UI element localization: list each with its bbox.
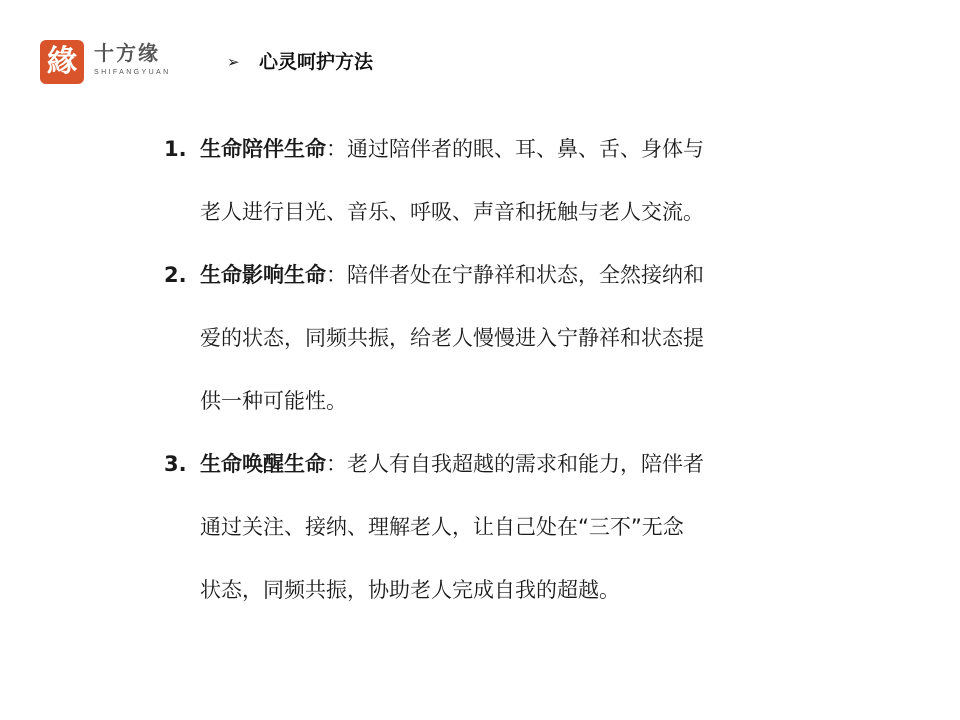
list-item [164, 442, 804, 612]
item-line [200, 253, 804, 297]
brand-name: 十方缘 [94, 41, 160, 65]
list-item [164, 127, 804, 234]
seal-glyph: 緣 [47, 44, 77, 79]
item-lead: 生命影响生命 [200, 263, 326, 287]
item-line [200, 127, 804, 171]
item-text: ：陪伴者处在宁静祥和状态，全然接纳和 [326, 263, 704, 287]
item-line [200, 442, 804, 486]
item-line: 老人进行目光、音乐、呼吸、声音和抚触与老人交流。 [200, 200, 704, 224]
brand-logo-text [94, 40, 171, 78]
seal-logo-icon [40, 40, 84, 84]
item-number: 1. [164, 137, 187, 161]
item-number: 3. [164, 452, 187, 476]
item-line: 供一种可能性。 [200, 389, 347, 413]
arrow-right-icon: ➢ [227, 53, 240, 71]
item-text: ：通过陪伴者的眼、耳、鼻、舌、身体与 [326, 137, 704, 161]
item-line: 状态，同频共振，协助老人完成自我的超越。 [200, 578, 620, 602]
list-item [164, 253, 804, 423]
item-lead: 生命唤醒生命 [200, 452, 326, 476]
slide-header [40, 40, 640, 84]
item-number: 2. [164, 263, 187, 287]
item-text: ：老人有自我超越的需求和能力，陪伴者 [326, 452, 704, 476]
brand-subtitle: SHIFANGYUAN [94, 69, 171, 76]
section-title: 心灵呵护方法 [259, 51, 374, 73]
method-list [164, 127, 804, 612]
item-line: 通过关注、接纳、理解老人，让自己处在“三不”无念 [200, 515, 684, 539]
item-lead: 生命陪伴生命 [200, 137, 326, 161]
item-line: 爱的状态，同频共振，给老人慢慢进入宁静祥和状态提 [200, 326, 704, 350]
